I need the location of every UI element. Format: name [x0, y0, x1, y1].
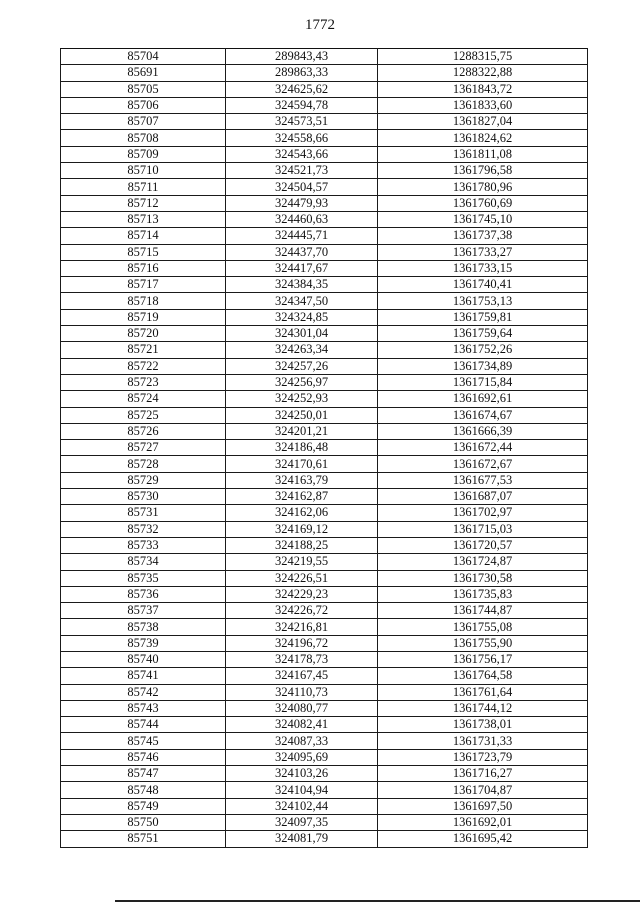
table-row [61, 146, 588, 162]
x-coordinate-cell: 324625,62 [226, 81, 378, 97]
point-number-cell: 85742 [61, 684, 226, 700]
x-coordinate-cell: 324594,78 [226, 97, 378, 113]
table-row [61, 733, 588, 749]
y-coordinate-cell: 1361740,41 [378, 277, 588, 293]
x-coordinate-cell: 324226,51 [226, 570, 378, 586]
y-coordinate-cell: 1361731,33 [378, 733, 588, 749]
table-row [61, 179, 588, 195]
table-row [61, 766, 588, 782]
y-coordinate-cell: 1361738,01 [378, 717, 588, 733]
table-row [61, 619, 588, 635]
x-coordinate-cell: 324081,79 [226, 831, 378, 847]
x-coordinate-cell: 324102,44 [226, 798, 378, 814]
table-row [61, 570, 588, 586]
y-coordinate-cell: 1361687,07 [378, 489, 588, 505]
table-row [61, 521, 588, 537]
y-coordinate-cell: 1361737,38 [378, 228, 588, 244]
point-number-cell: 85716 [61, 260, 226, 276]
y-coordinate-cell: 1361745,10 [378, 211, 588, 227]
point-number-cell: 85719 [61, 309, 226, 325]
point-number-cell: 85720 [61, 326, 226, 342]
point-number-cell: 85707 [61, 114, 226, 130]
coordinates-table-container [60, 48, 587, 848]
table-row [61, 65, 588, 81]
point-number-cell: 85735 [61, 570, 226, 586]
table-row [61, 374, 588, 390]
x-coordinate-cell: 324558,66 [226, 130, 378, 146]
point-number-cell: 85729 [61, 472, 226, 488]
table-row [61, 668, 588, 684]
x-coordinate-cell: 324087,33 [226, 733, 378, 749]
x-coordinate-cell: 324095,69 [226, 749, 378, 765]
point-number-cell: 85726 [61, 423, 226, 439]
point-number-cell: 85746 [61, 749, 226, 765]
y-coordinate-cell: 1361674,67 [378, 407, 588, 423]
table-row [61, 309, 588, 325]
point-number-cell: 85744 [61, 717, 226, 733]
point-number-cell: 85715 [61, 244, 226, 260]
table-row [61, 440, 588, 456]
y-coordinate-cell: 1288315,75 [378, 49, 588, 65]
point-number-cell: 85730 [61, 489, 226, 505]
x-coordinate-cell: 324256,97 [226, 374, 378, 390]
table-row [61, 163, 588, 179]
y-coordinate-cell: 1361704,87 [378, 782, 588, 798]
x-coordinate-cell: 324301,04 [226, 326, 378, 342]
x-coordinate-cell: 324252,93 [226, 391, 378, 407]
table-row [61, 814, 588, 830]
x-coordinate-cell: 324188,25 [226, 537, 378, 553]
table-row [61, 277, 588, 293]
table-row [61, 342, 588, 358]
y-coordinate-cell: 1288322,88 [378, 65, 588, 81]
point-number-cell: 85725 [61, 407, 226, 423]
table-row [61, 211, 588, 227]
table-row [61, 391, 588, 407]
y-coordinate-cell: 1361720,57 [378, 537, 588, 553]
x-coordinate-cell: 324104,94 [226, 782, 378, 798]
page-bottom-rule [115, 900, 640, 902]
table-row [61, 456, 588, 472]
x-coordinate-cell: 324201,21 [226, 423, 378, 439]
point-number-cell: 85708 [61, 130, 226, 146]
point-number-cell: 85712 [61, 195, 226, 211]
x-coordinate-cell: 324196,72 [226, 635, 378, 651]
x-coordinate-cell: 324097,35 [226, 814, 378, 830]
x-coordinate-cell: 324229,23 [226, 586, 378, 602]
y-coordinate-cell: 1361715,84 [378, 374, 588, 390]
point-number-cell: 85741 [61, 668, 226, 684]
x-coordinate-cell: 324460,63 [226, 211, 378, 227]
x-coordinate-cell: 324216,81 [226, 619, 378, 635]
point-number-cell: 85721 [61, 342, 226, 358]
table-row [61, 717, 588, 733]
point-number-cell: 85736 [61, 586, 226, 602]
table-row [61, 684, 588, 700]
table-row [61, 831, 588, 847]
point-number-cell: 85749 [61, 798, 226, 814]
x-coordinate-cell: 324186,48 [226, 440, 378, 456]
y-coordinate-cell: 1361756,17 [378, 651, 588, 667]
table-row [61, 537, 588, 553]
x-coordinate-cell: 324479,93 [226, 195, 378, 211]
point-number-cell: 85738 [61, 619, 226, 635]
y-coordinate-cell: 1361753,13 [378, 293, 588, 309]
x-coordinate-cell: 324167,45 [226, 668, 378, 684]
y-coordinate-cell: 1361824,62 [378, 130, 588, 146]
y-coordinate-cell: 1361672,44 [378, 440, 588, 456]
x-coordinate-cell: 324110,73 [226, 684, 378, 700]
y-coordinate-cell: 1361759,81 [378, 309, 588, 325]
table-row [61, 651, 588, 667]
table-row [61, 489, 588, 505]
point-number-cell: 85751 [61, 831, 226, 847]
x-coordinate-cell: 324170,61 [226, 456, 378, 472]
point-number-cell: 85728 [61, 456, 226, 472]
point-number-cell: 85705 [61, 81, 226, 97]
coordinates-table [60, 48, 588, 848]
x-coordinate-cell: 324417,67 [226, 260, 378, 276]
table-row [61, 505, 588, 521]
x-coordinate-cell: 324169,12 [226, 521, 378, 537]
table-row [61, 749, 588, 765]
point-number-cell: 85733 [61, 537, 226, 553]
point-number-cell: 85747 [61, 766, 226, 782]
table-row [61, 326, 588, 342]
x-coordinate-cell: 324178,73 [226, 651, 378, 667]
page-number: 1772 [305, 17, 335, 33]
x-coordinate-cell: 324162,87 [226, 489, 378, 505]
y-coordinate-cell: 1361697,50 [378, 798, 588, 814]
x-coordinate-cell: 324163,79 [226, 472, 378, 488]
point-number-cell: 85745 [61, 733, 226, 749]
y-coordinate-cell: 1361692,01 [378, 814, 588, 830]
x-coordinate-cell: 324324,85 [226, 309, 378, 325]
point-number-cell: 85713 [61, 211, 226, 227]
x-coordinate-cell: 324521,73 [226, 163, 378, 179]
point-number-cell: 85740 [61, 651, 226, 667]
y-coordinate-cell: 1361796,58 [378, 163, 588, 179]
table-row [61, 260, 588, 276]
point-number-cell: 85724 [61, 391, 226, 407]
y-coordinate-cell: 1361760,69 [378, 195, 588, 211]
y-coordinate-cell: 1361723,79 [378, 749, 588, 765]
table-row [61, 244, 588, 260]
y-coordinate-cell: 1361827,04 [378, 114, 588, 130]
table-row [61, 97, 588, 113]
x-coordinate-cell: 324219,55 [226, 554, 378, 570]
y-coordinate-cell: 1361702,97 [378, 505, 588, 521]
point-number-cell: 85704 [61, 49, 226, 65]
point-number-cell: 85723 [61, 374, 226, 390]
x-coordinate-cell: 324543,66 [226, 146, 378, 162]
x-coordinate-cell: 324445,71 [226, 228, 378, 244]
point-number-cell: 85706 [61, 97, 226, 113]
y-coordinate-cell: 1361744,12 [378, 700, 588, 716]
point-number-cell: 85748 [61, 782, 226, 798]
point-number-cell: 85717 [61, 277, 226, 293]
x-coordinate-cell: 324250,01 [226, 407, 378, 423]
point-number-cell: 85743 [61, 700, 226, 716]
point-number-cell: 85714 [61, 228, 226, 244]
y-coordinate-cell: 1361733,15 [378, 260, 588, 276]
table-row [61, 782, 588, 798]
y-coordinate-cell: 1361759,64 [378, 326, 588, 342]
y-coordinate-cell: 1361752,26 [378, 342, 588, 358]
table-row [61, 798, 588, 814]
point-number-cell: 85709 [61, 146, 226, 162]
y-coordinate-cell: 1361811,08 [378, 146, 588, 162]
y-coordinate-cell: 1361843,72 [378, 81, 588, 97]
y-coordinate-cell: 1361780,96 [378, 179, 588, 195]
y-coordinate-cell: 1361672,67 [378, 456, 588, 472]
point-number-cell: 85718 [61, 293, 226, 309]
x-coordinate-cell: 324573,51 [226, 114, 378, 130]
table-row [61, 586, 588, 602]
y-coordinate-cell: 1361761,64 [378, 684, 588, 700]
table-row [61, 358, 588, 374]
point-number-cell: 85732 [61, 521, 226, 537]
y-coordinate-cell: 1361730,58 [378, 570, 588, 586]
y-coordinate-cell: 1361695,42 [378, 831, 588, 847]
x-coordinate-cell: 324384,35 [226, 277, 378, 293]
y-coordinate-cell: 1361666,39 [378, 423, 588, 439]
x-coordinate-cell: 324347,50 [226, 293, 378, 309]
x-coordinate-cell: 324263,34 [226, 342, 378, 358]
table-row [61, 293, 588, 309]
table-row [61, 554, 588, 570]
coordinates-table-body [61, 49, 588, 848]
table-row [61, 81, 588, 97]
x-coordinate-cell: 324080,77 [226, 700, 378, 716]
y-coordinate-cell: 1361755,90 [378, 635, 588, 651]
table-row [61, 114, 588, 130]
y-coordinate-cell: 1361724,87 [378, 554, 588, 570]
point-number-cell: 85739 [61, 635, 226, 651]
y-coordinate-cell: 1361692,61 [378, 391, 588, 407]
table-row [61, 228, 588, 244]
table-row [61, 603, 588, 619]
y-coordinate-cell: 1361833,60 [378, 97, 588, 113]
x-coordinate-cell: 289863,33 [226, 65, 378, 81]
point-number-cell: 85734 [61, 554, 226, 570]
x-coordinate-cell: 324437,70 [226, 244, 378, 260]
x-coordinate-cell: 324162,06 [226, 505, 378, 521]
table-row [61, 195, 588, 211]
table-row [61, 407, 588, 423]
x-coordinate-cell: 324226,72 [226, 603, 378, 619]
table-row [61, 472, 588, 488]
table-row [61, 130, 588, 146]
table-row [61, 423, 588, 439]
point-number-cell: 85691 [61, 65, 226, 81]
point-number-cell: 85710 [61, 163, 226, 179]
x-coordinate-cell: 324504,57 [226, 179, 378, 195]
y-coordinate-cell: 1361734,89 [378, 358, 588, 374]
y-coordinate-cell: 1361677,53 [378, 472, 588, 488]
y-coordinate-cell: 1361735,83 [378, 586, 588, 602]
y-coordinate-cell: 1361715,03 [378, 521, 588, 537]
x-coordinate-cell: 324082,41 [226, 717, 378, 733]
point-number-cell: 85750 [61, 814, 226, 830]
point-number-cell: 85737 [61, 603, 226, 619]
table-row [61, 49, 588, 65]
y-coordinate-cell: 1361755,08 [378, 619, 588, 635]
point-number-cell: 85731 [61, 505, 226, 521]
y-coordinate-cell: 1361733,27 [378, 244, 588, 260]
y-coordinate-cell: 1361764,58 [378, 668, 588, 684]
y-coordinate-cell: 1361716,27 [378, 766, 588, 782]
x-coordinate-cell: 324103,26 [226, 766, 378, 782]
point-number-cell: 85711 [61, 179, 226, 195]
x-coordinate-cell: 289843,43 [226, 49, 378, 65]
point-number-cell: 85727 [61, 440, 226, 456]
point-number-cell: 85722 [61, 358, 226, 374]
y-coordinate-cell: 1361744,87 [378, 603, 588, 619]
table-row [61, 700, 588, 716]
table-row [61, 635, 588, 651]
x-coordinate-cell: 324257,26 [226, 358, 378, 374]
